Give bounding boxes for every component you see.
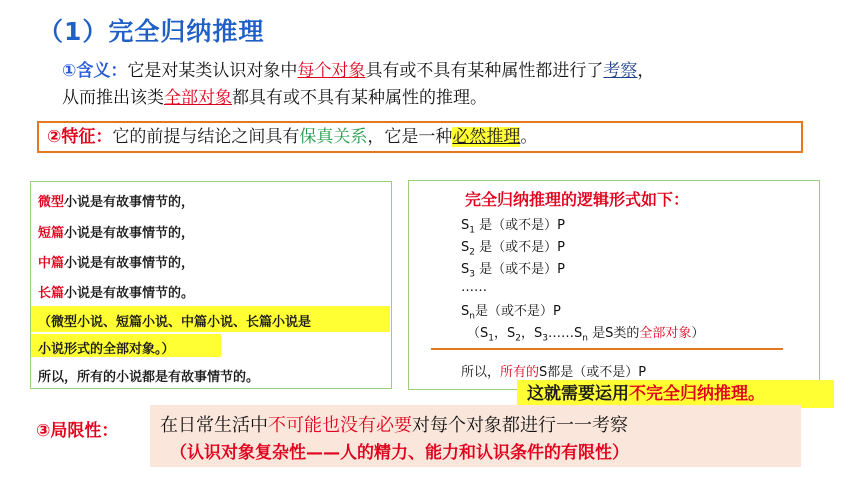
feature-text-1: 它的前提与结论之间具有 <box>112 127 300 147</box>
example-line-text: 小说是有故事情节的， <box>64 195 195 210</box>
definition-emphasis-examine: 考察 <box>603 61 638 81</box>
limitation-reason: （认识对象复杂性——人的精力、能力和认识条件的有限性） <box>170 443 629 463</box>
feature-text-3: 。 <box>520 127 538 147</box>
example-line-type: 微型 <box>38 195 65 210</box>
premise-line-3: $S_3$ 是（或不是）P <box>461 262 565 280</box>
definition-emphasis-each-object: 每个对象 <box>297 61 366 81</box>
example-line-text: 小说是有故事情节的， <box>64 256 195 271</box>
premise-line-2: $S_2$ 是（或不是）P <box>461 240 565 258</box>
feature-box <box>37 121 803 153</box>
callout-incomplete-induction: 这就需要运用不完全归纳推理。 <box>517 380 834 408</box>
definition-label: ①含义： <box>62 61 128 81</box>
example-line-text: 小说是有故事情节的， <box>64 226 195 241</box>
logic-conclusion: 所以，所有的S都是（或不是）P <box>461 365 647 380</box>
feature-label: ②特征： <box>47 127 113 147</box>
example-note-line-2: 小说形式的全部对象。） <box>38 342 175 357</box>
premise-ellipsis: …… <box>461 280 487 295</box>
example-line <box>38 252 194 271</box>
feature-emphasis-truth-preserving: 保真关系 <box>299 127 368 147</box>
separator-line <box>431 348 783 350</box>
definition-text-4: 从而推出该类 <box>62 88 164 108</box>
example-note-line-1: （微型小说、短篇小说、中篇小说、长篇小说是 <box>38 315 312 330</box>
logic-form-box <box>408 180 820 390</box>
example-line-text: 小说是有故事情节的。 <box>64 286 195 301</box>
example-line <box>38 282 194 301</box>
example-line-type: 短篇 <box>38 226 65 241</box>
example-line <box>38 222 194 241</box>
definition-text-5: 都具有或不具有某种属性的推理。 <box>232 88 487 108</box>
limitation-box <box>150 405 801 467</box>
definition-text-3: ， <box>637 61 655 81</box>
premise-scope-note: （$S_1$，$S_2$，$S_3\dots\dots S_n$ 是S类的全部对象） <box>467 326 705 344</box>
page-title: （1）完全归纳推理 <box>38 17 265 46</box>
definition-text-1: 它是对某类认识对象中 <box>127 61 298 81</box>
example-box <box>30 181 392 389</box>
premise-line-1: $S_1$ 是（或不是）P <box>461 218 565 236</box>
definition-text-2: 具有或不具有某种属性都进行了 <box>365 61 604 81</box>
example-line-type: 中篇 <box>38 256 65 271</box>
limitation-label: ③局限性： <box>36 421 119 441</box>
feature-emphasis-necessary-inference: 必然推理 <box>452 127 521 147</box>
limitation-text: 在日常生活中不可能也没有必要对每个对象都进行一一考察 <box>160 415 628 436</box>
definition-emphasis-all-objects: 全部对象 <box>164 88 232 108</box>
logic-form-title: 完全归纳推理的逻辑形式如下： <box>465 190 690 209</box>
feature-text-2: ，它是一种 <box>367 127 453 147</box>
example-line <box>38 191 194 210</box>
example-conclusion: 所以，所有的小说都是有故事情节的。 <box>38 370 260 385</box>
premise-line-n: $S_n$是（或不是）P <box>461 304 561 322</box>
definition-paragraph <box>62 58 842 112</box>
example-line-type: 长篇 <box>38 286 65 301</box>
